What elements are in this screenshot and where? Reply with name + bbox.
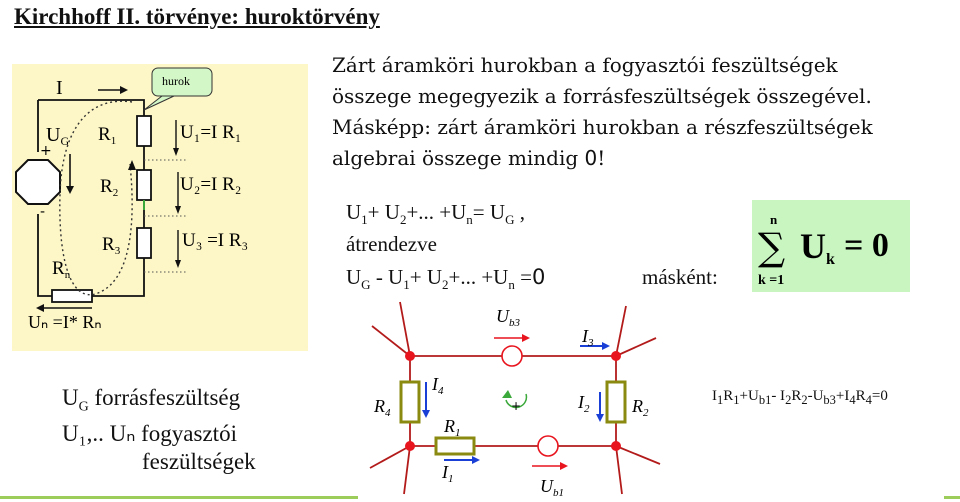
u3-label: U₃ =I R₃ <box>182 230 249 251</box>
source-ub3 <box>502 346 522 366</box>
resistor-r2-right <box>607 382 625 422</box>
resistor-r2 <box>137 170 151 200</box>
sigma-symbol: ∑ <box>758 225 786 269</box>
source-ub1 <box>538 436 558 456</box>
u2-label: U₂=I R₂ <box>180 174 242 195</box>
definition-line-3: Másképp: zárt áramköri hurokban a részfeszültségek <box>332 115 873 139</box>
sum-lower-limit: k =1 <box>758 273 785 288</box>
sum-upper-limit: n <box>770 212 778 227</box>
r1-right-label: $R_1$ <box>444 416 461 439</box>
loop-circuit-diagram <box>12 64 308 351</box>
source-minus: - <box>40 204 46 220</box>
rearranged-label: átrendezve <box>346 232 437 256</box>
legend-source: $U_G$ forrásfeszültség <box>62 385 241 415</box>
r1-label: $R_1$ <box>98 124 117 147</box>
definition-line-4-text: algebrai összege mindig <box>332 146 585 170</box>
loop-circuit-svg <box>12 64 308 351</box>
resistor-r1 <box>137 116 151 146</box>
ub3-label: $U_{b3}$ <box>496 306 520 329</box>
exclamation: ! <box>597 146 606 170</box>
i3-label: $I_3$ <box>582 326 594 349</box>
resistor-rn <box>52 290 92 302</box>
otherwise-label: másként: <box>642 265 718 289</box>
resistor-r4 <box>401 382 419 422</box>
sum-body: U <box>800 226 826 266</box>
equation-sum: $U_1+ U_2+$... $+U_n= U_G$ , <box>346 200 525 228</box>
ub1-label: $U_{b1}$ <box>540 476 564 498</box>
sum-formula-box <box>752 200 910 292</box>
definition-line-2: összege megegyezik a forrásfeszültségek összegével. <box>332 84 872 108</box>
loop-direction-plus: + <box>511 399 522 413</box>
sum-formula <box>752 200 910 292</box>
sum-rhs: = 0 <box>844 227 889 264</box>
un-label: Uₙ =I* Rₙ <box>28 312 102 332</box>
i4-label: $I_4$ <box>432 374 444 397</box>
source-label: $U_G$ <box>46 124 70 148</box>
equation-rearranged: $U_G - U_1+ U_2+$... $+U_n =0$ <box>346 265 546 293</box>
legend-consumers-cont: feszültségek <box>142 449 256 474</box>
r4-label: $R_4$ <box>374 396 391 419</box>
r2-label: $R_2$ <box>100 176 119 199</box>
node-loop-diagram <box>360 298 700 498</box>
loop-callout-label: hurok <box>162 74 190 88</box>
legend-consumers: U₁,.. Uₙ fogyasztói <box>62 421 237 446</box>
resistor-r1-right <box>436 438 474 454</box>
zero-value: 0 <box>584 146 598 170</box>
source-plus: + <box>40 143 52 159</box>
loop-equation: $I_1R_1+U_{b1}-$ $I_2R_2-U_{b3}+I_4R_4=0$ <box>712 388 888 407</box>
voltage-source <box>16 160 60 204</box>
current-label: I <box>56 77 63 99</box>
definition-line-1: Zárt áramköri hurokban a fogyasztói feszültségek <box>332 53 838 77</box>
i1-label: $I_1$ <box>442 462 454 485</box>
definition-line-4 <box>332 143 954 174</box>
definition-paragraph <box>332 50 954 174</box>
page-title: Kirchhoff II. törvénye: huroktörvény <box>14 4 380 29</box>
sum-subscript: k <box>826 251 835 268</box>
accent-line-right <box>944 496 960 499</box>
r2-right-label: $R_2$ <box>632 396 649 419</box>
rn-label: $R_n$ <box>52 258 71 281</box>
i2-label: $I_2$ <box>578 392 590 415</box>
r3-label: $R_3$ <box>102 234 121 257</box>
u1-label: U₁=I R₁ <box>180 122 242 143</box>
accent-line <box>0 496 358 499</box>
loop-path <box>60 101 132 294</box>
resistor-r3 <box>137 228 151 258</box>
